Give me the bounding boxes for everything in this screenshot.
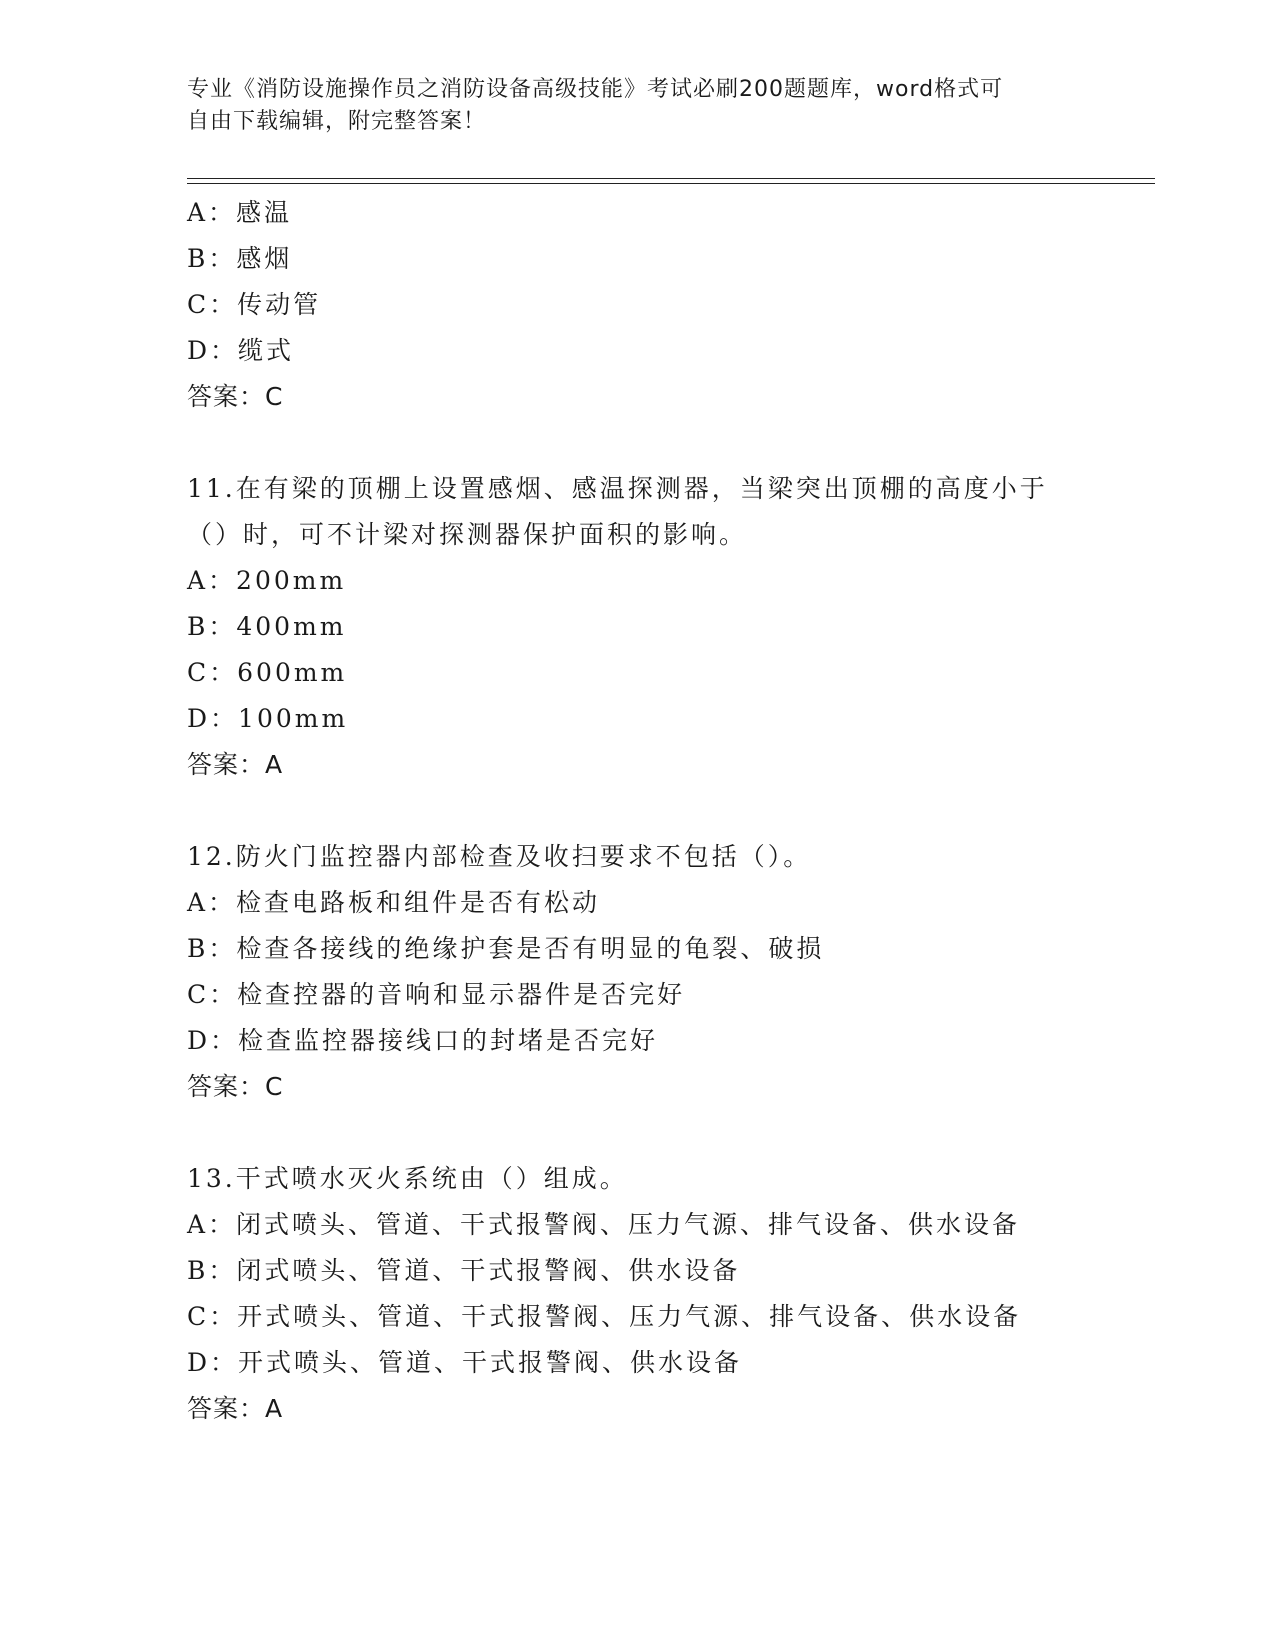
header-rule-bottom: [187, 183, 1155, 184]
option-a: A：检查电路板和组件是否有松动: [187, 888, 601, 917]
option-c: C：开式喷头、管道、干式报警阀、压力气源、排气设备、供水设备: [187, 1302, 1022, 1331]
question-stem: 13.干式喷水灭火系统由（）组成。: [187, 1164, 628, 1193]
option-b: B：检查各接线的绝缘护套是否有明显的龟裂、破损: [187, 934, 825, 963]
header-line-1: 专业《消防设施操作员之消防设备高级技能》考试必刷200题题库，word格式可: [187, 77, 1004, 102]
option-d: D：100mm: [187, 704, 349, 733]
option-d: D：缆式: [187, 336, 295, 365]
option-a: A：200mm: [187, 566, 347, 595]
spacer: [187, 788, 1147, 834]
option-a: A：闭式喷头、管道、干式报警阀、压力气源、排气设备、供水设备: [187, 1210, 1021, 1239]
question-stem: 12.防火门监控器内部检查及收扫要求不包括（）。: [187, 842, 812, 871]
option-b: B：400mm: [187, 612, 347, 641]
question-10: [187, 190, 1147, 420]
answer: 答案：A: [187, 750, 284, 779]
option-d: D：检查监控器接线口的封堵是否完好: [187, 1026, 659, 1055]
option-a: A：感温: [187, 198, 293, 227]
answer: 答案：A: [187, 1394, 284, 1423]
option-c: C：检查控器的音响和显示器件是否完好: [187, 980, 686, 1009]
question-list: [187, 190, 1147, 1432]
option-c: C：传动管: [187, 290, 322, 319]
question-13: [187, 1156, 1147, 1432]
header-line-2: 自由下载编辑，附完整答案！: [187, 109, 487, 134]
option-b: B：感烟: [187, 244, 293, 273]
option-c: C：600mm: [187, 658, 348, 687]
question-stem: 11.在有梁的顶棚上设置感烟、感温探测器，当梁突出顶棚的高度小于: [187, 474, 1048, 503]
document-header: [187, 74, 1067, 138]
header-rule-top: [187, 178, 1155, 179]
spacer: [187, 420, 1147, 466]
spacer: [187, 1110, 1147, 1156]
option-d: D：开式喷头、管道、干式报警阀、供水设备: [187, 1348, 743, 1377]
question-11: [187, 466, 1147, 788]
answer: 答案：C: [187, 382, 284, 411]
question-stem-continued: （）时，可不计梁对探测器保护面积的影响。: [187, 520, 748, 549]
option-b: B：闭式喷头、管道、干式报警阀、供水设备: [187, 1256, 741, 1285]
question-12: [187, 834, 1147, 1110]
answer: 答案：C: [187, 1072, 284, 1101]
